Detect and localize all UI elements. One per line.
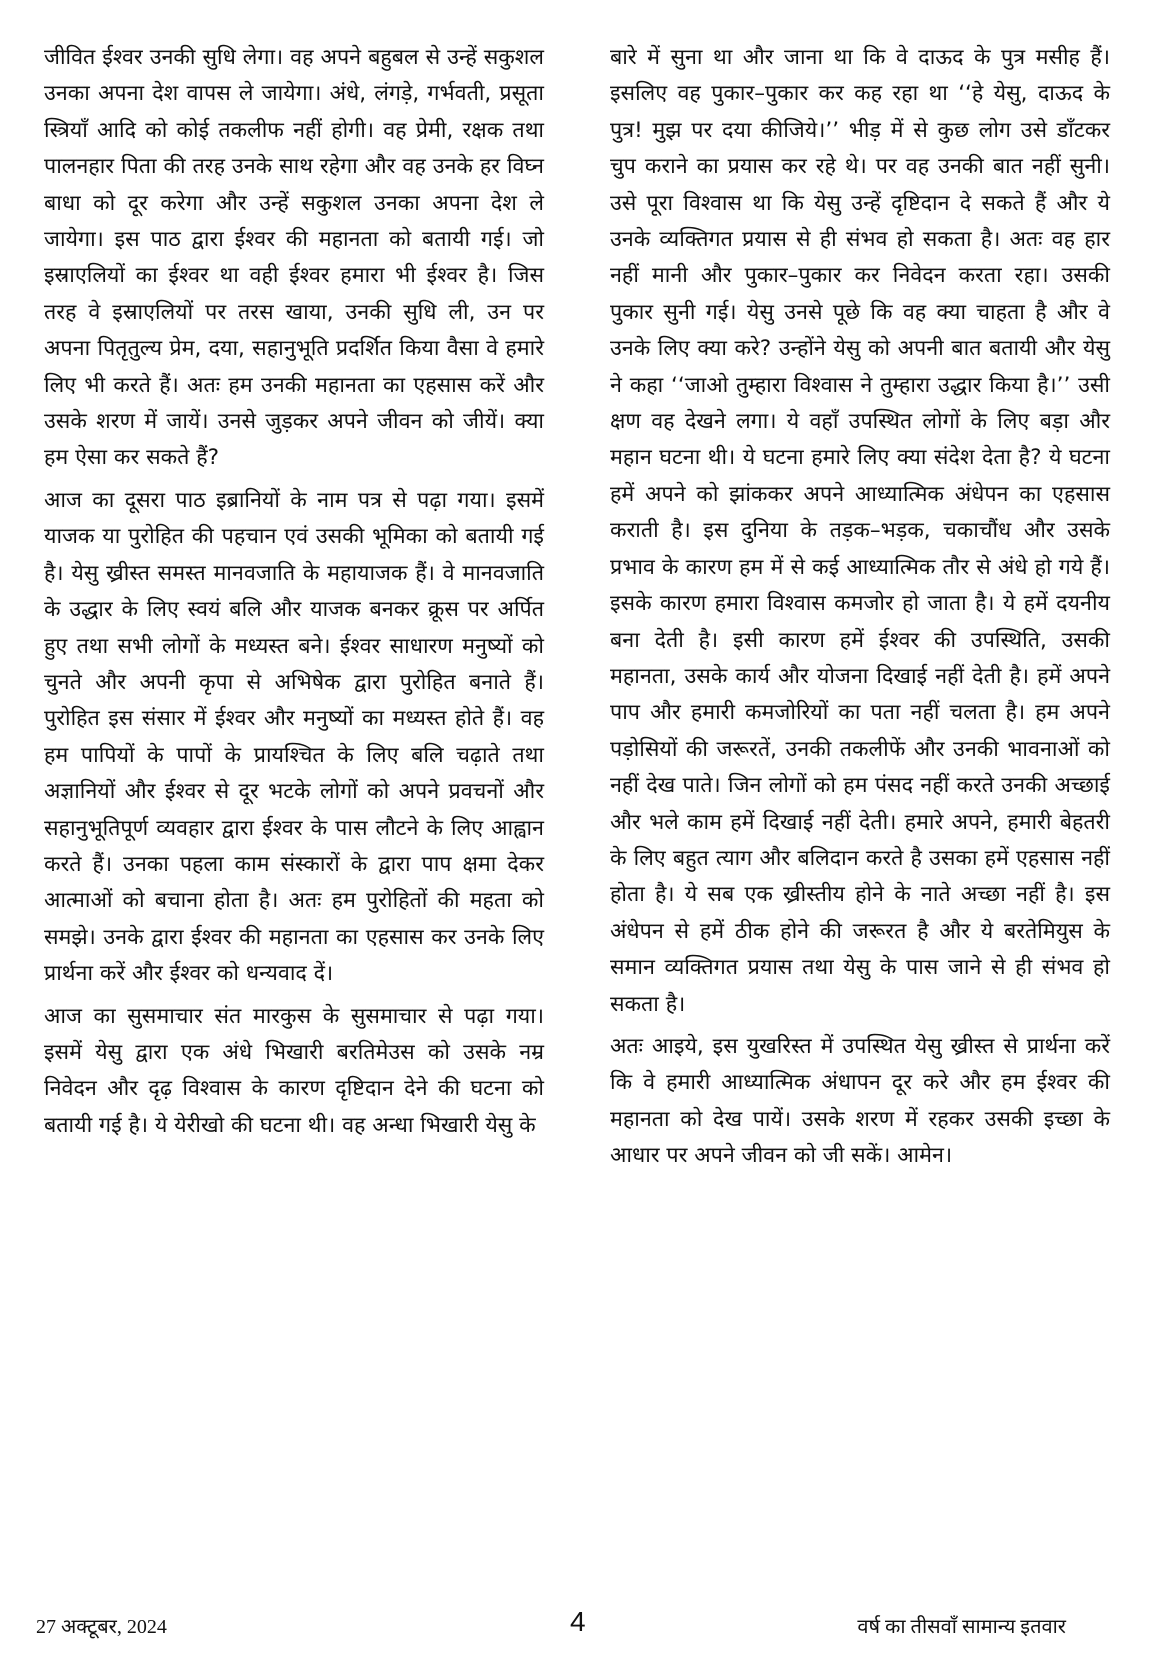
paragraph-first-reading-reflection: जीवित ईश्वर उनकी सुधि लेगा। वह अपने बहुबल से उन्हें सकुशल उनका अपना देश वापस ले जायेगा। अंधे, लंगड़े, गर्भवती, प्रसूता स्त्रियाँ आदि को कोई तकलीफ नहीं होगी। वह प्रेमी, रक्षक तथा पालनहार पिता की तरह उनके साथ रहेगा और वह उनके हर विघ्न बाधा को दूर करेगा और उन्हें सकुशल उनका अपना देश ले जायेगा। इस पाठ द्वारा ईश्वर की महानता को बतायी गई। जो इस्राएलियों का ईश्वर था वही ईश्वर हमारा भी ईश्वर है। जिस तरह वे इस्राएलियों पर तरस खाया, उनकी सुधि ली, उन पर अपना पितृतुल्य प्रेम, दया, सहानुभूति प्रदर्शित किया वैसा वे हमारे लिए भी करते हैं। अतः हम उनकी महानता का एहसास करें और उसके शरण में जायें। उनसे जुड़कर अपने जीवन को जीयें। क्या हम ऐसा कर सकते हैं? — [44, 45, 544, 471]
paragraph-gospel-intro: आज का सुसमाचार संत मारकुस के सुसमाचार से पढ़ा गया। इसमें येसु द्वारा एक अंधे भिखारी बरतिमेउस को उसके नम्र निवेदन और दृढ़ विश्वास के कारण दृष्टिदान देने की घटना को बतायी गई है। ये येरीखो की घटना थी। वह अन्धा भिखारी येसु के — [44, 1003, 544, 1138]
paragraph-gospel-reflection: बारे में सुना था और जाना था कि वे दाऊद के पुत्र मसीह हैं। इसलिए वह पुकार–पुकार कर कह रहा था ‘‘हे येसु, दाऊद के पुत्र! मुझ पर दया कीजिये।’’ भीड़ में से कुछ लोग उसे डाँटकर चुप कराने का प्रयास कर रहे थे। पर वह उनकी बात नहीं सुनी। उसे पूरा विश्वास था कि येसु उन्हें दृष्टिदान दे सकते हैं और ये उनके व्यक्तिगत प्रयास से ही संभव हो सकता है। अतः वह हार नहीं मानी और पुकार–पुकार कर निवेदन करता रहा। उसकी पुकार सुनी गई। येसु उनसे पूछे कि वह क्या चाहता है और वे उनके लिए क्या करे? उन्होंने येसु को अपनी बात बतायी और येसु ने कहा ‘‘जाओ तुम्हारा विश्वास ने तुम्हारा उद्धार किया है।’’ उसी क्षण वह देखने लगा। ये वहाँ उपस्थित लोगों के लिए बड़ा और महान घटना थी। ये घटना हमारे लिए क्या संदेश देता है? ये घटना हमें अपने को झांककर अपने आध्यात्मिक अंधेपन का एहसास कराती है। इस दुनिया के तड़क–भड़क, चकाचौंध और उसके प्रभाव के कारण हम में से कई आध्यात्मिक तौर से अंधे हो गये हैं। इसके कारण हमारा विश्वास कमजोर हो जाता है। ये हमें दयनीय बना देती है। इसी कारण हमें ईश्वर की उपस्थिति, उसकी महानता, उसके कार्य और योजना दिखाई नहीं देती है। हमें अपने पाप और हमारी कमजोरियों का पता नहीं चलता है। हम अपने पड़ोसियों की जरूरतें, उनकी तकलीफें और उनकी भावनाओं को नहीं देख पाते। जिन लोगों को हम पंसद नहीं करते उनकी अच्छाई और भले काम हमें दिखाई नहीं देती। हमारे अपने, हमारी बेहतरी के लिए बहुत त्याग और बलिदान करते है उसका हमें एहसास नहीं होता है। ये सब एक ख्रीस्तीय होने के नाते अच्छा नहीं है। इस अंधेपन से हमें ठीक होने की जरूरत है और ये बरतेमियुस के समान व्यक्तिगत प्रयास तथा येसु के पास जाने से ही संभव हो सकता है। — [610, 45, 1110, 1017]
page-footer — [0, 1606, 1170, 1650]
paragraph-closing-prayer: अतः आइये, इस युखरिस्त में उपस्थित येसु ख्रीस्त से प्रार्थना करें कि वे हमारी आध्यात्मिक अंधापन दूर करे और हम ईश्वर की महानता को देख पायें। उसके शरण में रहकर उसकी इच्छा के आधार पर अपने जीवन को जी सकें। आमेन। — [610, 1033, 1110, 1169]
left-column — [44, 40, 544, 1144]
footer-date: 27 अक्टूबर, 2024 — [36, 1616, 167, 1638]
footer-occasion: वर्ष का तीसवाँ सामान्य इतवार — [857, 1616, 1066, 1638]
page-number: 4 — [570, 1606, 586, 1637]
paragraph-second-reading: आज का दूसरा पाठ इब्रानियों के नाम पत्र से पढ़ा गया। इसमें याजक या पुरोहित की पहचान एवं उसकी भूमिका को बतायी गई है। येसु ख्रीस्त समस्त मानवजाति के महायाजक हैं। वे मानवजाति के उद्धार के लिए स्वयं बलि और याजक बनकर क्रूस पर अर्पित हुए तथा सभी लोगों के मध्यस्त बने। ईश्वर साधारण मनुष्यों को चुनते और अपनी कृपा से अभिषेक द्वारा पुरोहित बनाते हैं। पुरोहित इस संसार में ईश्वर और मनुष्यों का मध्यस्त होते हैं। वह हम पापियों के पापों के प्रायश्चित के लिए बलि चढ़ाते तथा अज्ञानियों और ईश्वर से दूर भटके लोगों को अपने प्रवचनों और सहानुभूतिपूर्ण व्यवहार द्वारा ईश्वर के पास लौटने के लिए आह्वान करते हैं। उनका पहला काम संस्कारों के द्वारा पाप क्षमा देकर आत्माओं को बचाना होता है। अतः हम पुरोहितों की महता को समझे। उनके द्वारा ईश्वर की महानता का एहसास कर उनके लिए प्रार्थना करें और ईश्वर को धन्यवाद दें। — [44, 487, 544, 987]
right-column — [610, 40, 1110, 1175]
